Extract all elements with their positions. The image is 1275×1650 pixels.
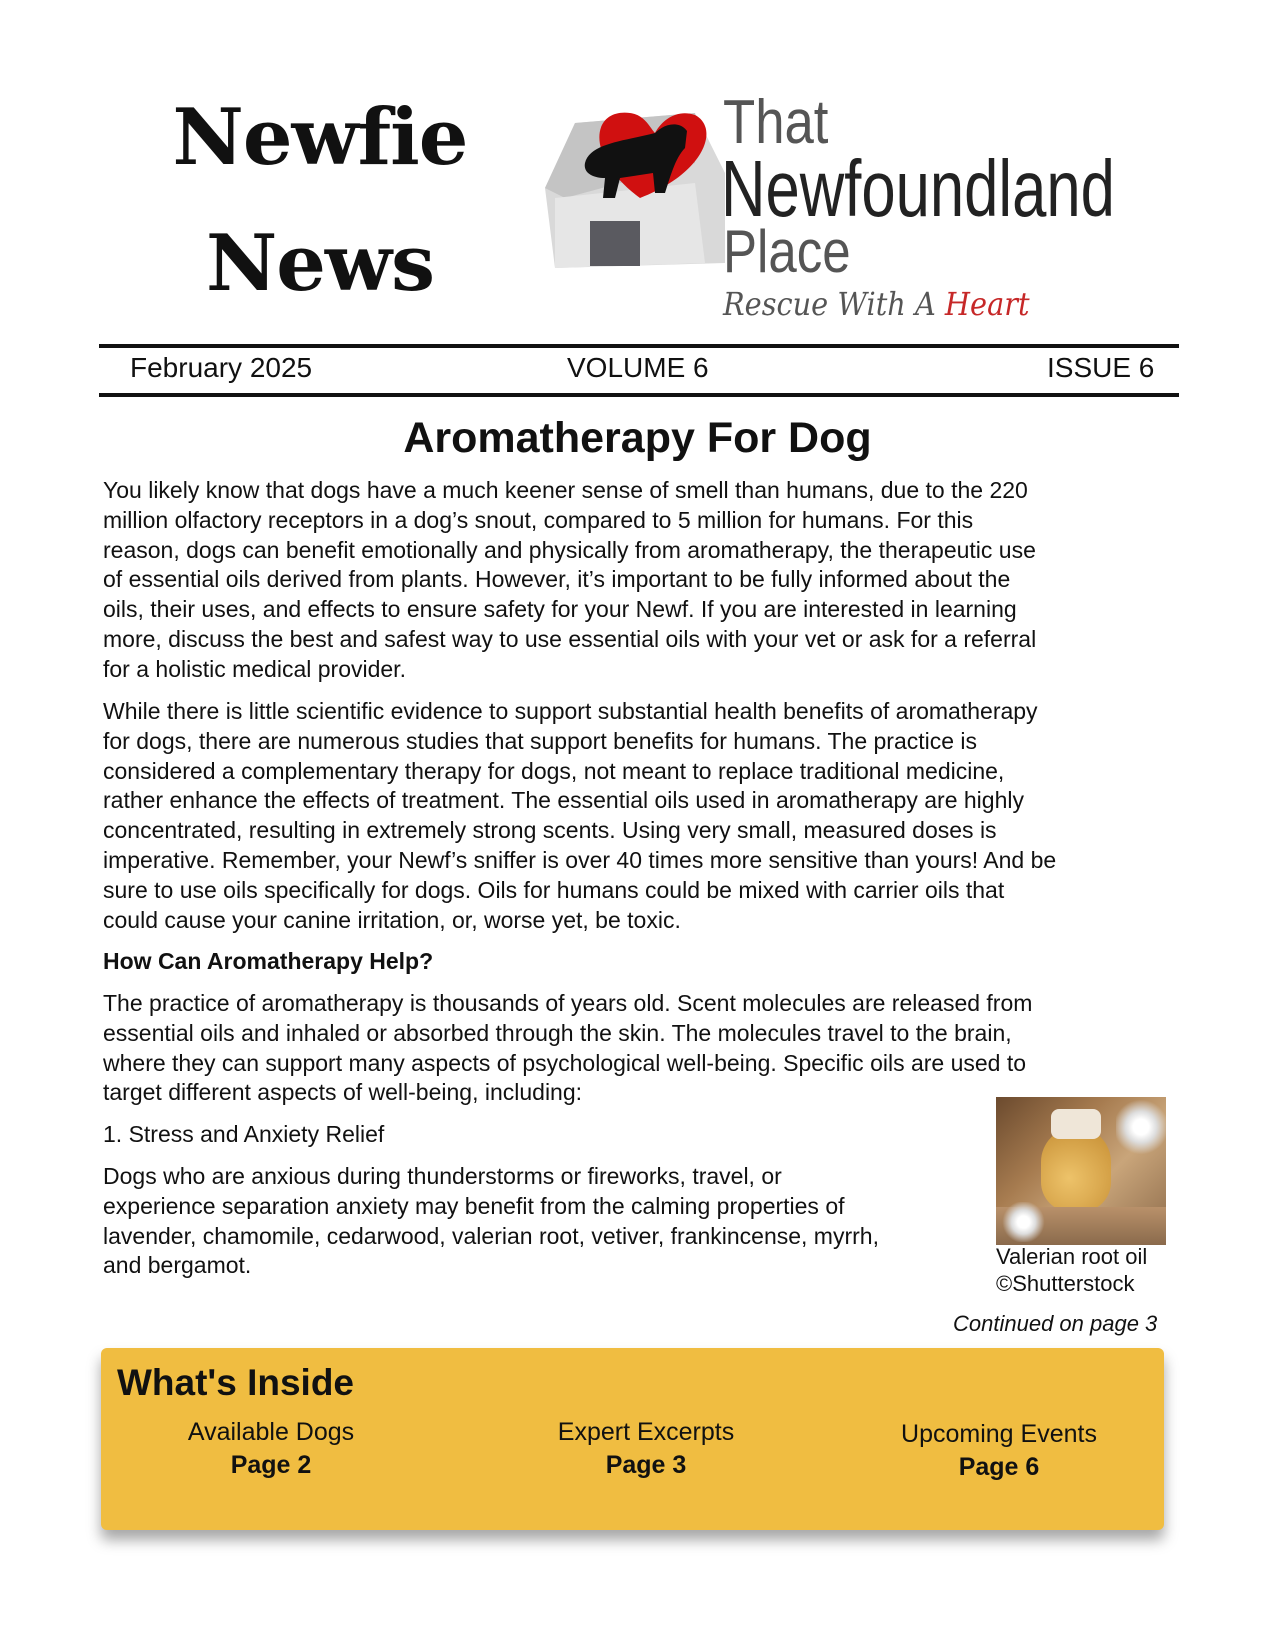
text-line: target different aspects of well-being, including: (103, 1079, 583, 1106)
barn-heart-dog-icon (545, 103, 725, 273)
text-line: for a holistic medical provider. (103, 655, 406, 682)
photo-caption (996, 1243, 1147, 1297)
issue-date: February 2025 (130, 352, 313, 383)
logo-text-that: That (723, 88, 829, 157)
caption-credit: ©Shutterstock (996, 1271, 1135, 1296)
text-line: for dogs, there are numerous studies that support benefits for humans. The practice is (103, 727, 978, 754)
text-line: experience separation anxiety may benefit from the calming properties of (103, 1192, 845, 1219)
text-line: sure to use oils specifically for dogs. Oils for humans could be mixed with carrier oils that (103, 876, 1005, 903)
text-line: essential oils and inhaled or absorbed through the skin. The molecules travel to the brain, (103, 1019, 1012, 1046)
text-line: The practice of aromatherapy is thousands of years old. Scent molecules are released from (103, 990, 1033, 1016)
text-line: You likely know that dogs have a much keener sense of smell than humans, due to the 220 (103, 477, 1028, 503)
paragraph-2 (103, 697, 1056, 935)
caption-line: Valerian root oil (996, 1244, 1148, 1269)
text-line: lavender, chamomile, cedarwood, valerian root, vetiver, frankincense, myrrh, (103, 1222, 879, 1249)
text-line: of essential oils derived from plants. However, it’s important to be fully informed about the (103, 566, 1011, 593)
text-line: While there is little scientific evidence to support substantial health benefits of aromatherapy (103, 698, 1038, 724)
whats-inside-title: What's Inside (117, 1362, 354, 1403)
masthead-title-line1: Newfie (172, 92, 468, 183)
inside-item-available-dogs[interactable] (121, 1416, 421, 1482)
inside-item-expert-excerpts[interactable] (496, 1416, 796, 1482)
text-line: concentrated, resulting in extremely strong scents. Using very small, measured doses is (103, 817, 997, 844)
text-line: Dogs who are anxious during thunderstorms or fireworks, travel, or (103, 1163, 782, 1189)
tagline-accent: Heart (944, 285, 1030, 323)
top-rule (99, 344, 1179, 348)
text-line: and bergamot. (103, 1252, 252, 1279)
logo-text-newfoundland: Newfoundland (721, 144, 1115, 233)
whats-inside-box (101, 1348, 1164, 1530)
section-subheading: How Can Aromatherapy Help? (103, 948, 434, 974)
inside-item-label: Upcoming Events (901, 1420, 1097, 1448)
bottom-rule (99, 393, 1179, 397)
text-line: could cause your canine irritation, or, worse yet, be toxic. (103, 906, 681, 933)
inside-item-upcoming-events[interactable] (849, 1418, 1149, 1484)
list-item-stress: 1. Stress and Anxiety Relief (103, 1121, 385, 1147)
paragraph-1 (103, 476, 1036, 685)
inside-item-page: Page 3 (605, 1451, 687, 1479)
text-line: considered a complementary therapy for dogs, not meant to replace traditional medicine, (103, 757, 1005, 784)
inside-item-page: Page 6 (958, 1453, 1040, 1481)
text-line: where they can support many aspects of psychological well-being. Specific oils are used to (103, 1049, 1027, 1076)
continued-note: Continued on page 3 (953, 1311, 1158, 1336)
text-line: more, discuss the best and safest way to use essential oils with your vet or ask for a referral (103, 625, 1037, 652)
text-line: million olfactory receptors in a dog’s snout, compared to 5 million for humans. For this (103, 506, 974, 533)
inside-item-page: Page 2 (230, 1451, 312, 1479)
text-line: rather enhance the effects of treatment. The essential oils used in aromatherapy are highly (103, 787, 1024, 814)
tagline-text: Rescue With A (723, 285, 945, 323)
text-line: oils, their uses, and effects to ensure safety for your Newf. If you are interested in learning (103, 596, 1017, 623)
paragraph-4 (103, 1162, 879, 1281)
inside-item-label: Expert Excerpts (557, 1418, 735, 1446)
paragraph-3 (103, 989, 1032, 1108)
logo-text-place: Place (723, 218, 851, 285)
logo (545, 88, 1175, 330)
logo-tagline (723, 285, 1030, 323)
inside-item-label: Available Dogs (187, 1418, 355, 1446)
text-line: reason, dogs can benefit emotionally and physically from aromatherapy, the therapeutic use (103, 536, 1036, 563)
text-line: imperative. Remember, your Newf’s sniffer is over 40 times more sensitive than yours! And be (103, 846, 1057, 873)
masthead-title-line2: News (206, 218, 434, 309)
issue-number: ISSUE 6 (1047, 352, 1155, 383)
issue-volume: VOLUME 6 (567, 352, 709, 383)
valerian-oil-photo (996, 1097, 1166, 1245)
article-title: Aromatherapy For Dog (403, 414, 872, 462)
